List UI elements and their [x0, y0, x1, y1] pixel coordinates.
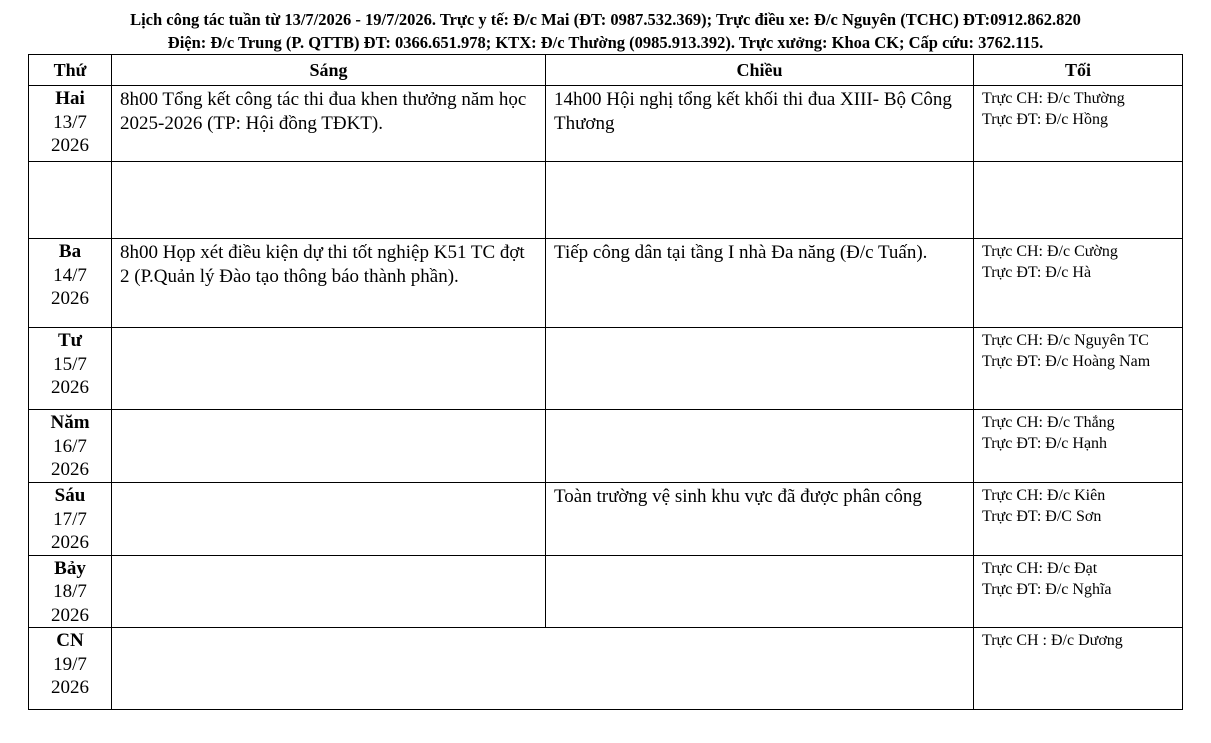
day-cell [29, 328, 112, 410]
table-header-row [29, 55, 1183, 86]
day-date: 18/7 [53, 581, 87, 602]
column-header-morning: Sáng [112, 55, 546, 86]
empty-cell [112, 162, 546, 239]
table-row [29, 239, 1183, 328]
afternoon-activity: 14h00 Hội nghị tổng kết khối thi đua XIII- Bộ Công Thương [546, 86, 974, 162]
table-row [29, 410, 1183, 483]
duty-dt: Trực ĐT: Đ/c Hà [982, 264, 1092, 281]
duty-ch: Trực CH: Đ/c Cường [982, 243, 1118, 260]
duty-dt: Trực ĐT: Đ/c Hoàng Nam [982, 353, 1151, 370]
day-name: Sáu [54, 485, 86, 506]
day-cell [29, 483, 112, 556]
empty-cell [546, 162, 974, 239]
day-year: 2026 [51, 377, 89, 398]
morning-activity [112, 328, 546, 410]
schedule-header [0, 8, 1211, 54]
duty-ch: Trực CH: Đ/c Đạt [982, 559, 1098, 577]
column-header-evening: Tối [974, 55, 1183, 86]
day-date: 13/7 [53, 111, 87, 133]
day-year: 2026 [51, 135, 89, 156]
evening-duty [974, 239, 1183, 328]
day-date: 16/7 [53, 435, 87, 457]
duty-ch: Trực CH: Đ/c Thắng [982, 414, 1115, 431]
table-row-empty [29, 162, 1183, 239]
day-year: 2026 [51, 532, 89, 553]
morning-afternoon-activity [112, 628, 974, 710]
weekly-schedule-table [28, 54, 1183, 710]
afternoon-activity [546, 328, 974, 410]
day-cell [29, 239, 112, 328]
day-name: Tư [57, 330, 83, 351]
day-name: CN [56, 630, 84, 651]
duty-ch: Trực CH: Đ/c Thường [982, 90, 1125, 107]
day-date: 17/7 [53, 508, 87, 530]
table-row [29, 555, 1183, 628]
morning-activity: 8h00 Tổng kết công tác thi đua khen thưởng năm học 2025-2026 (TP: Hội đồng TĐKT). [112, 86, 546, 162]
day-cell [29, 628, 112, 710]
duty-dt: Trực ĐT: Đ/c Hồng [982, 111, 1108, 128]
day-year: 2026 [51, 677, 89, 698]
afternoon-activity [546, 555, 974, 628]
day-year: 2026 [51, 459, 89, 480]
afternoon-activity: Toàn trường vệ sinh khu vực đã được phân công [546, 483, 974, 556]
evening-duty [974, 555, 1183, 628]
duty-dt: Trực ĐT: Đ/c Hạnh [982, 435, 1108, 452]
evening-duty [974, 628, 1183, 710]
day-year: 2026 [51, 604, 89, 626]
evening-duty [974, 483, 1183, 556]
day-name: Bảy [54, 557, 86, 579]
table-row [29, 483, 1183, 556]
duty-ch: Trực CH: Đ/c Nguyên TC [982, 332, 1149, 349]
day-cell [29, 410, 112, 483]
day-date: 14/7 [53, 264, 87, 286]
table-row [29, 628, 1183, 710]
empty-cell [974, 162, 1183, 239]
column-header-afternoon: Chiều [546, 55, 974, 86]
day-name: Năm [50, 412, 90, 433]
afternoon-activity [546, 410, 974, 483]
day-cell [29, 86, 112, 162]
morning-activity: 8h00 Họp xét điều kiện dự thi tốt nghiệp K51 TC đợt 2 (P.Quản lý Đào tạo thông báo thành phần). [112, 239, 546, 328]
table-row [29, 328, 1183, 410]
duty-dt: Trực ĐT: Đ/c Nghĩa [982, 580, 1112, 598]
morning-activity [112, 483, 546, 556]
day-name: Ba [58, 241, 82, 262]
day-date: 19/7 [53, 653, 87, 675]
day-date: 15/7 [53, 353, 87, 375]
morning-activity [112, 555, 546, 628]
column-header-day: Thứ [29, 55, 112, 86]
day-name: Hai [55, 88, 85, 109]
evening-duty [974, 328, 1183, 410]
evening-duty [974, 410, 1183, 483]
header-line-2: Điện: Đ/c Trung (P. QTTB) ĐT: 0366.651.978; KTX: Đ/c Thường (0985.913.392). Trực xưởng: Khoa CK; Cấp cứu: 3762.115. [167, 33, 1044, 52]
evening-duty [974, 86, 1183, 162]
header-line-1: Lịch công tác tuần từ 13/7/2026 - 19/7/2026. Trực y tế: Đ/c Mai (ĐT: 0987.532.369); Trực điều xe: Đ/c Nguyên (TCHC) ĐT:0912.862.820 [130, 10, 1081, 29]
day-cell [29, 555, 112, 628]
duty-ch: Trực CH : Đ/c Dương [982, 632, 1123, 649]
day-year: 2026 [51, 288, 89, 309]
empty-cell [29, 162, 112, 239]
afternoon-activity: Tiếp công dân tại tầng I nhà Đa năng (Đ/c Tuấn). [546, 239, 974, 328]
duty-dt: Trực ĐT: Đ/C Sơn [982, 508, 1102, 525]
duty-ch: Trực CH: Đ/c Kiên [982, 487, 1106, 504]
table-row [29, 86, 1183, 162]
morning-activity [112, 410, 546, 483]
